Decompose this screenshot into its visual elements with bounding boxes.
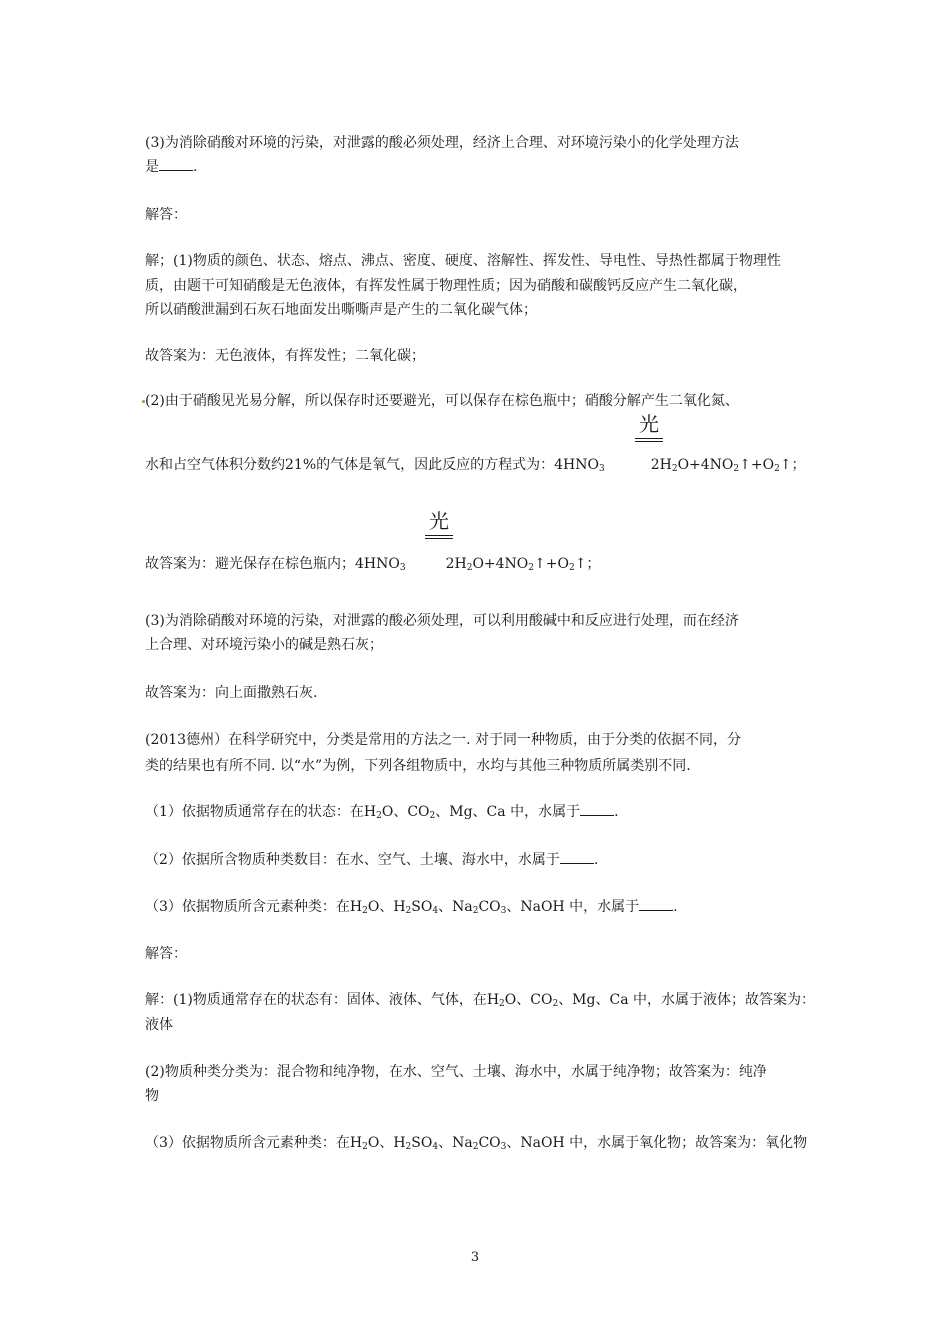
answer-blank — [639, 895, 673, 911]
equation-products: 2H — [650, 457, 672, 473]
problem-2-question-1: （1）依据物质通常存在的状态：在$H_2O$、$CO_2$、Mg、Ca 中，水属于 . — [145, 798, 810, 830]
q3-line-1: (3)为消除硝酸对环境的污染，对泄露的酸必须处理，经济上合理、对环境污染小的化学处理方法 — [145, 135, 739, 151]
answer-2-text: 故答案为：避光保存在棕色瓶内；4HNO — [145, 556, 400, 572]
question-2-text: （2）依据所含物质种类数目：在水、空气、土壤、海水中，水属于 — [145, 852, 560, 868]
q3-line-2-end: . — [193, 159, 198, 175]
answer-blank — [560, 848, 594, 864]
page-number: 3 — [470, 1250, 480, 1265]
problem-2-intro-line-2: 类的结果也有所不同. 以“水”为例，下列各组物质中，水均与其他三种物质所属类别不同. — [145, 758, 691, 774]
answer-label: 解答： — [145, 207, 187, 223]
problem-2-solution-2-line-1: (2)物质种类分类为：混合物和纯净物，在水、空气、土壤、海水中，水属于纯净物；故答案为：纯净 — [145, 1064, 767, 1080]
answer-label-2: 解答： — [145, 946, 187, 962]
problem-2-solution-1-line-1: 解：(1)物质通常存在的状态有：固体、液体、气体，在$H_2O$、$CO_2$、Mg、Ca 中，水属于液体；故答案为： — [145, 992, 815, 1009]
problem-2-solution-3: （3）依据物质所含元素种类：在$H_2O$、$H_2SO_4$、$Na_2CO_3$、NaOH 中，水属于氧化物；故答案为：氧化物 — [145, 1135, 808, 1152]
answer-blank — [159, 155, 193, 171]
problem-2-question-2: （2）依据所含物质种类数目：在水、空气、土壤、海水中，水属于 . — [145, 846, 810, 874]
answer-blank — [580, 800, 614, 816]
solution-1-line-3: 所以硝酸泄漏到石灰石地面发出嘶嘶声是产生的二氧化碳气体； — [145, 302, 537, 318]
problem-2-intro-line-1: (2013德州）在科学研究中，分类是常用的方法之一. 对于同一种物质，由于分类的依据不同，分 — [145, 732, 741, 748]
solution-2-equation-text: 水和占空气体积分数约21%的气体是氧气，因此反应的方程式为：4HNO — [145, 457, 599, 473]
q3-line-2-text: 是 — [145, 159, 159, 175]
solution-2-line-1: (2)由于硝酸见光易分解，所以保存时还要避光，可以保存在棕色瓶中；硝酸分解产生二氧化氮、 — [145, 393, 739, 409]
problem-2-solution-2-line-2: 物 — [145, 1088, 159, 1104]
solution-1-line-2: 质，由题干可知硝酸是无色液体，有挥发性属于物理性质；因为硝酸和碳酸钙反应产生二氧化碳， — [145, 278, 747, 294]
solution-3-line-2: 上合理、对环境污染小的碱是熟石灰； — [145, 637, 383, 653]
question-3-text: （3）依据物质所含元素种类：在H — [145, 899, 363, 915]
question-1-text: （1）依据物质通常存在的状态：在H — [145, 804, 377, 820]
answer-2: 故答案为：避光保存在棕色瓶内；$4HNO_3$ $2H_2O+4NO_2↑+O_2↑$； — [145, 556, 601, 573]
answer-1: 故答案为：无色液体，有挥发性；二氧化碳； — [145, 348, 425, 364]
p2-solution-1-text: 解：(1)物质通常存在的状态有：固体、液体、气体，在H — [145, 992, 500, 1008]
reaction-condition-light-2: 光 — [425, 509, 453, 539]
reaction-condition-light: 光 — [635, 412, 663, 442]
solution-1-line-1: 解；(1)物质的颜色、状态、熔点、沸点、密度、硬度、溶解性、挥发性、导电性、导热性都属于物理性 — [145, 253, 781, 269]
problem-2-question-3: （3）依据物质所含元素种类：在$H_2O$、$H_2SO_4$、$Na_2CO_3$、NaOH 中，水属于 . — [145, 893, 810, 925]
problem-2-solution-1-line-2: 液体 — [145, 1017, 173, 1033]
p2-solution-3-text: （3）依据物质所含元素种类：在H — [145, 1135, 363, 1151]
q3-line-2 — [145, 153, 810, 181]
answer-3: 故答案为：向上面撒熟石灰. — [145, 685, 318, 701]
solution-2-equation: 水和占空气体积分数约21%的气体是氧气，因此反应的方程式为：$4HNO_3$ $2H_2O+4NO_2↑+O_2↑$； — [145, 457, 806, 474]
solution-3-line-1: (3)为消除硝酸对环境的污染，对泄露的酸必须处理，可以利用酸碱中和反应进行处理，而在经济 — [145, 613, 739, 629]
